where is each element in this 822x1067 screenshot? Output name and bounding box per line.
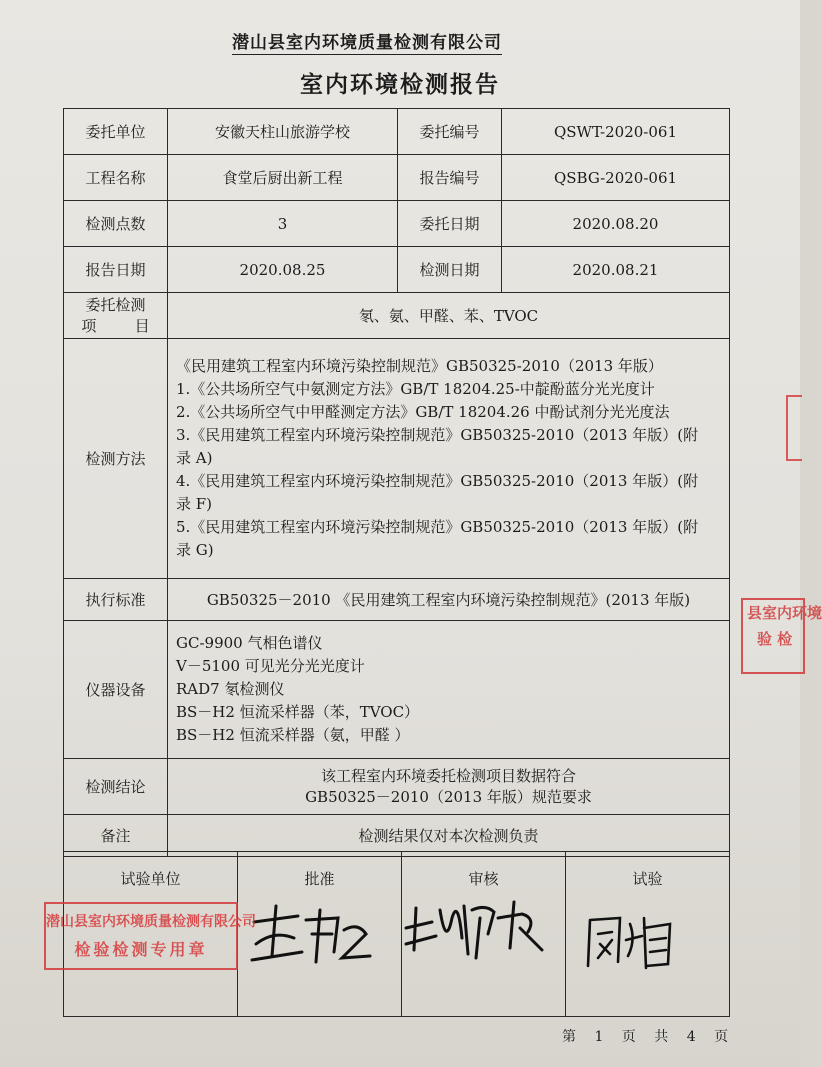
method-line: 2.《公共场所空气中甲醛测定方法》GB/T 18204.26 中酚试剂分光光度法 — [176, 403, 670, 421]
method-line: 录 A) — [176, 449, 213, 467]
method-line: 3.《民用建筑工程室内环境污染控制规范》GB50325-2010（2013 年版）(附 — [176, 426, 699, 444]
method-line: 录 G) — [176, 541, 214, 559]
report-date-value: 2020.08.25 — [168, 247, 398, 293]
stamp-right-line1: 县室内环境 — [747, 604, 822, 622]
company-name: 潜山县室内环境质量检测有限公司 — [232, 28, 502, 55]
method-line: 《民用建筑工程室内环境污染控制规范》GB50325-2010（2013 年版） — [176, 357, 663, 375]
equipment-list — [168, 621, 730, 759]
entrust-no-value: QSWT-2020-061 — [502, 109, 730, 155]
method-line: 录 F) — [176, 495, 213, 513]
entrust-no-label: 委托编号 — [398, 109, 502, 155]
equipment-item: RAD7 氡检测仪 — [176, 680, 285, 698]
equipment-item: BS－H2 恒流采样器（氨，甲醛 ） — [176, 726, 410, 744]
conclusion-label: 检测结论 — [64, 759, 168, 815]
equipment-label: 仪器设备 — [64, 621, 168, 759]
project-value: 食堂后厨出新工程 — [168, 155, 398, 201]
page-number: 第 1 页 — [562, 1029, 636, 1045]
test-date-label: 检测日期 — [398, 247, 502, 293]
inspection-seal-stamp — [44, 902, 256, 970]
review-label: 审核 — [468, 870, 499, 888]
row-conclusion — [64, 759, 730, 815]
remark-label: 备注 — [64, 815, 168, 857]
test-label: 试验 — [632, 870, 663, 888]
row-items — [64, 293, 730, 339]
row-client — [64, 109, 730, 155]
conclusion-line1: 该工程室内环境委托检测项目数据符合 — [320, 766, 576, 785]
report-no-value: QSBG-2020-061 — [502, 155, 730, 201]
standard-value: GB50325－2010 《民用建筑工程室内环境污染控制规范》(2013 年版) — [168, 579, 730, 621]
method-list — [168, 339, 730, 579]
client-value: 安徽天柱山旅游学校 — [168, 109, 398, 155]
equipment-item: GC-9900 气相色谱仪 — [176, 634, 323, 652]
items-label-line1: 委托检测 — [85, 295, 146, 314]
equipment-item: V－5100 可见光分光光度计 — [176, 657, 365, 675]
items-value: 氡、氨、甲醛、苯、TVOC — [168, 293, 730, 339]
method-line: 1.《公共场所空气中氨测定方法》GB/T 18204.25-中靛酚蓝分光光度计 — [176, 380, 655, 398]
entrust-date-label: 委托日期 — [398, 201, 502, 247]
row-report-date — [64, 247, 730, 293]
method-label: 检测方法 — [64, 339, 168, 579]
edge-seal-stamp — [741, 598, 822, 674]
row-method — [64, 339, 730, 579]
row-standard — [64, 579, 730, 621]
points-value: 3 — [168, 201, 398, 247]
project-label: 工程名称 — [64, 155, 168, 201]
report-no-label: 报告编号 — [398, 155, 502, 201]
equipment-item: BS－H2 恒流采样器（苯，TVOC） — [176, 703, 420, 721]
stamp-line2: 检验检测专用章 — [74, 940, 208, 959]
report-title: 室内环境检测报告 — [300, 71, 500, 98]
edge-seal-fragment — [786, 395, 802, 461]
unit-label: 试验单位 — [120, 870, 181, 888]
approve-label: 批准 — [304, 870, 335, 888]
stamp-right-line2: 验 检 — [757, 630, 793, 648]
report-date-label: 报告日期 — [64, 247, 168, 293]
test-date-value: 2020.08.21 — [502, 247, 730, 293]
tester-signature — [584, 910, 680, 972]
page-total: 共 4 页 — [654, 1029, 729, 1045]
page-footer — [562, 1026, 728, 1046]
row-points — [64, 201, 730, 247]
stamp-line1: 潜山县室内环境质量检测有限公司 — [46, 914, 256, 930]
reviewer-signature — [402, 888, 552, 964]
row-project — [64, 155, 730, 201]
standard-label: 执行标准 — [64, 579, 168, 621]
items-label — [64, 293, 168, 339]
row-equipment — [64, 621, 730, 759]
method-line: 4.《民用建筑工程室内环境污染控制规范》GB50325-2010（2013 年版）(附 — [176, 472, 699, 490]
points-label: 检测点数 — [64, 201, 168, 247]
conclusion-value — [168, 759, 730, 815]
method-line: 5.《民用建筑工程室内环境污染控制规范》GB50325-2010（2013 年版）(附 — [176, 518, 699, 536]
client-label: 委托单位 — [64, 109, 168, 155]
conclusion-line2: GB50325－2010（2013 年版）规范要求 — [305, 787, 592, 806]
remark-value: 检测结果仅对本次检测负责 — [168, 815, 730, 857]
entrust-date-value: 2020.08.20 — [502, 201, 730, 247]
report-table — [63, 108, 730, 857]
approver-signature — [246, 900, 376, 968]
items-label-line2: 项 目 — [81, 316, 150, 335]
